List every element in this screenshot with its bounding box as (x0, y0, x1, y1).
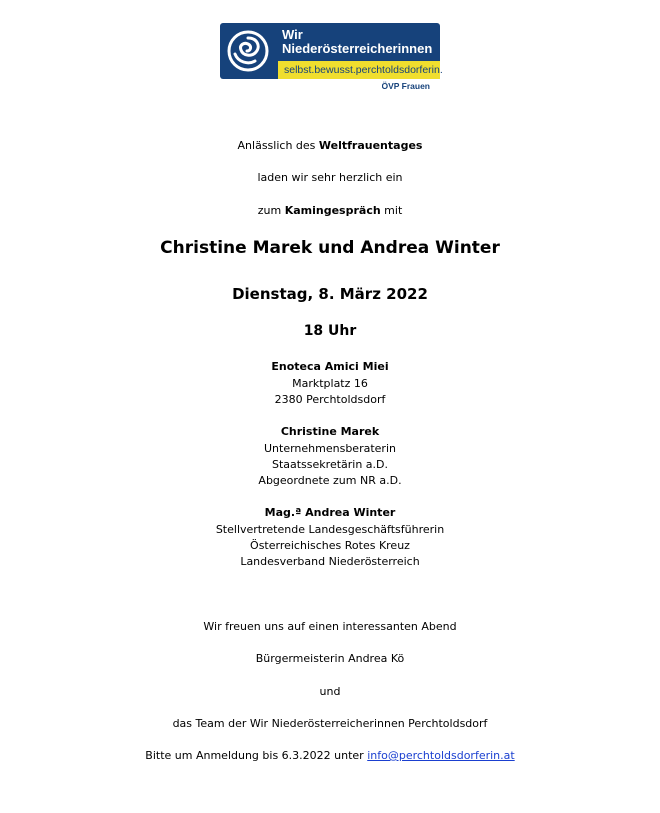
intro-prefix: Anlässlich des (237, 139, 319, 152)
speaker-role: Unternehmensberaterin (264, 442, 396, 455)
rose-emblem-icon (226, 29, 270, 73)
logo-subtitle: ÖVP Frauen (381, 81, 430, 89)
event-time: 18 Uhr (303, 323, 357, 339)
speaker-role: Österreichisches Rotes Kreuz (250, 539, 410, 552)
guests-heading: Christine Marek und Andrea Winter (160, 238, 500, 258)
logo-slogan-band (278, 61, 443, 79)
speaker-name: Mag.ª Andrea Winter (264, 506, 396, 519)
event-suffix: mit (380, 204, 403, 217)
rsvp-email-link[interactable]: info@perchtoldsdorferin.at (367, 749, 515, 762)
venue-city: 2380 Perchtoldsdorf (274, 393, 386, 406)
closing-looking-forward: Wir freuen uns auf einen interessanten Abend (203, 620, 457, 633)
speaker-name: Christine Marek (280, 425, 380, 438)
speaker-role: Landesverband Niederösterreich (240, 555, 420, 568)
organization-logo (220, 23, 443, 89)
logo-title (282, 28, 432, 56)
speaker-role: Abgeordnete zum NR a.D. (258, 474, 402, 487)
rsvp-line (0, 748, 660, 763)
logo-title-line2: Niederösterreicherinnen (282, 41, 433, 56)
event-name: Kamingespräch (284, 204, 381, 217)
rsvp-prefix: Bitte um Anmeldung bis 6.3.2022 unter (145, 749, 368, 762)
speaker-role: Staatssekretärin a.D. (271, 458, 389, 471)
closing-team: das Team der Wir Niederösterreicherinnen Perchtoldsdorf (172, 717, 488, 730)
speaker-role: Stellvertretende Landesgeschäftsführerin (215, 523, 445, 536)
venue-street: Marktplatz 16 (292, 377, 368, 390)
invite-line: laden wir sehr herzlich ein (257, 171, 403, 184)
event-prefix: zum (257, 204, 285, 217)
logo-title-line1: Wir (282, 27, 303, 42)
logo-slogan: selbst.bewusst.perchtoldsdorferin. (284, 64, 443, 76)
intro-line (0, 138, 660, 153)
closing-and: und (319, 685, 341, 698)
event-date: Dienstag, 8. März 2022 (232, 285, 428, 303)
venue-name: Enoteca Amici Miei (271, 360, 389, 373)
event-line (0, 203, 660, 218)
closing-mayor: Bürgermeisterin Andrea Kö (255, 652, 405, 665)
intro-event: Weltfrauentages (318, 139, 423, 152)
